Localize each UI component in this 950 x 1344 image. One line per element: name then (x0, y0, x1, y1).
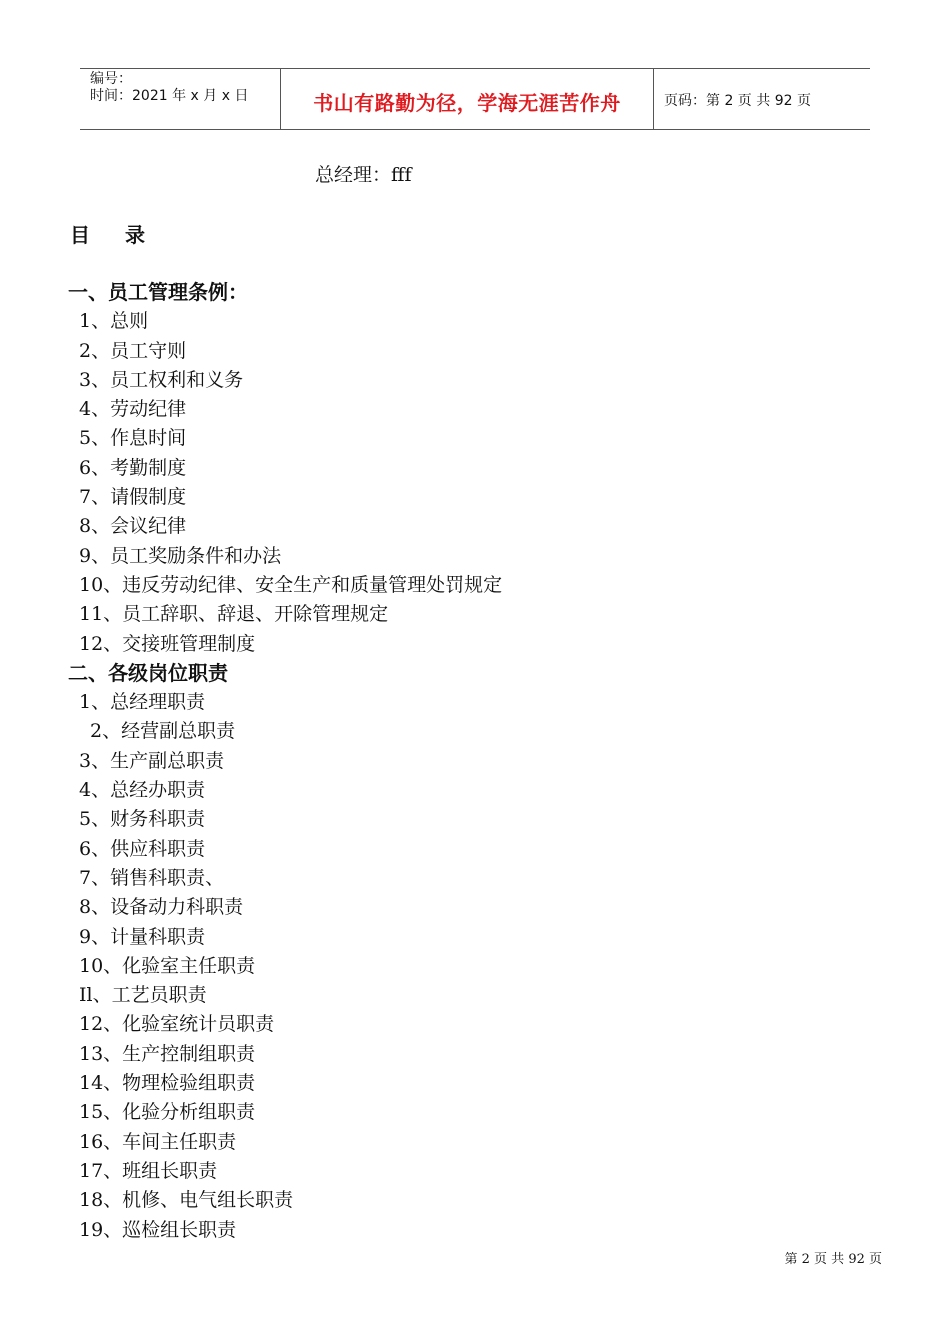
header-time-label: 时间：2021 年 x 月 x 日 (90, 88, 249, 104)
toc-section-2-title: 二、各级岗位职责 (68, 660, 228, 685)
toc-item: Il、工艺员职责 (79, 984, 207, 1007)
toc-item: 7、销售科职责、 (79, 866, 225, 889)
toc-item: 2、员工守则 (79, 339, 187, 362)
header-number-label: 编号： (90, 71, 132, 87)
toc-title: 目 录 (70, 223, 159, 247)
toc-item: 2、经营副总职责 (90, 720, 236, 743)
toc-item: 3、员工权利和义务 (79, 368, 244, 391)
toc-item: 3、生产副总职责 (79, 749, 225, 772)
toc-item: 1、总则 (79, 310, 149, 333)
toc-item: 11、员工辞职、辞退、开除管理规定 (79, 603, 389, 626)
toc-item: 6、考勤制度 (79, 456, 187, 479)
toc-item: 18、机修、电气组长职责 (79, 1189, 294, 1212)
toc-item: 5、财务科职责 (79, 808, 206, 831)
toc-section-1-title: 一、员工管理条例： (68, 280, 248, 304)
toc-item: 16、车间主任职责 (79, 1130, 237, 1153)
toc-item: 13、生产控制组职责 (79, 1042, 256, 1065)
toc-item: 5、作息时间 (79, 427, 187, 450)
toc-item: 10、违反劳动纪律、安全生产和质量管理处罚规定 (79, 573, 503, 596)
toc-item: 12、交接班管理制度 (79, 632, 256, 655)
toc-item: 19、巡检组长职责 (79, 1218, 237, 1241)
toc-item: 12、化验室统计员职责 (79, 1013, 275, 1036)
general-manager-line: 总经理：fff (315, 164, 412, 186)
toc-item: 4、劳动纪律 (79, 398, 187, 421)
toc-item: 8、设备动力科职责 (79, 896, 244, 919)
table-of-contents (68, 278, 868, 1245)
toc-item: 7、请假制度 (79, 486, 187, 509)
toc-item: 4、总经办职责 (79, 779, 206, 802)
toc-item: 14、物理检验组职责 (79, 1072, 256, 1095)
header-meta (80, 69, 281, 129)
toc-item: 10、化验室主任职责 (79, 954, 256, 977)
header-page-info: 页码：第 2 页 共 92 页 (664, 93, 811, 109)
header-motto: 书山有路勤为径，学海无涯苦作舟 (281, 69, 654, 129)
toc-item: 8、会议纪律 (79, 515, 187, 538)
toc-item: 6、供应科职责 (79, 837, 206, 860)
page-footer: 第 2 页 共 92 页 (784, 1252, 882, 1267)
toc-item: 15、化验分析组职责 (79, 1101, 256, 1124)
toc-item: 9、计量科职责 (79, 925, 206, 948)
toc-item: 1、总经理职责 (79, 691, 206, 714)
toc-item: 17、班组长职责 (79, 1159, 218, 1182)
toc-item: 9、员工奖励条件和办法 (79, 544, 282, 567)
page-header (80, 68, 870, 130)
